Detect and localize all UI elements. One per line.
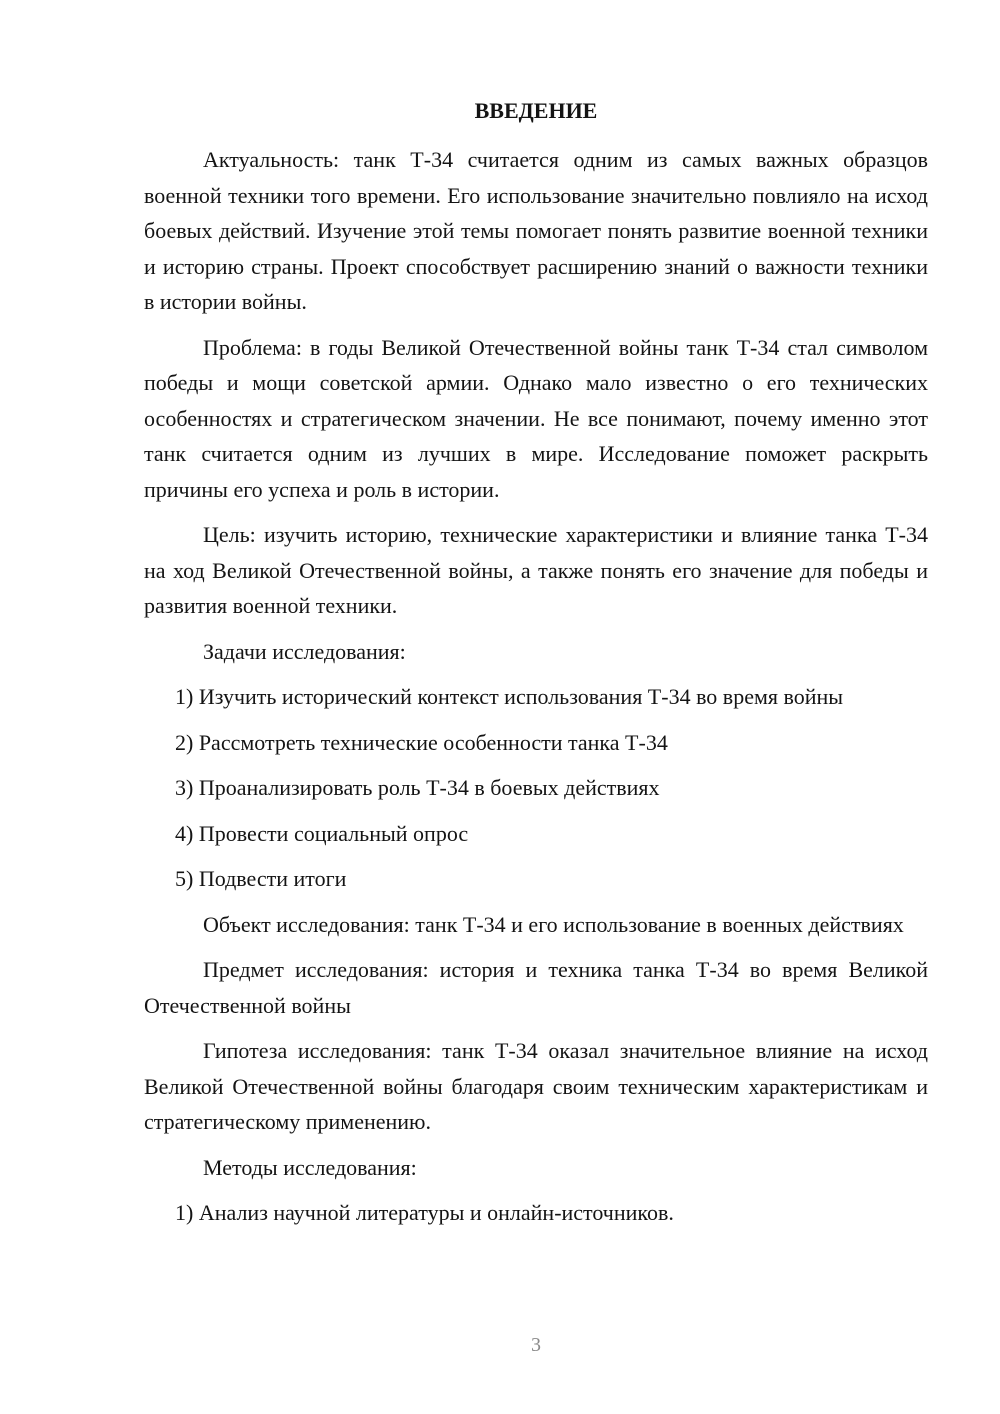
- methods-heading: Методы исследования:: [203, 1154, 417, 1180]
- subject-paragraph: Предмет исследования: история и техника танка Т-34 во время Великой Отечественной войны: [144, 957, 928, 1018]
- tasks-heading: Задачи исследования:: [203, 638, 406, 664]
- problem-paragraph: Проблема: в годы Великой Отечественной войны танк Т-34 стал символом победы и мощи советской армии. Однако мало известно о его технических особенностях и стратегическом значении. Не все понимают, почему именно этот танк считается одним из лучших в мире. Исследование поможет раскрыть причины его успеха и роль в истории.: [144, 334, 928, 502]
- hypothesis-paragraph: Гипотеза исследования: танк Т-34 оказал значительное влияние на исход Великой Отечественной войны благодаря своим техническим характеристикам и стратегическому применению.: [144, 1038, 928, 1134]
- page-title: ВВЕДЕНИЕ: [474, 98, 598, 123]
- page-number: 3: [531, 1334, 541, 1356]
- task-item-5: 5) Подвести итоги: [175, 866, 347, 891]
- object-paragraph: Объект исследования: танк Т-34 и его использование в военных действиях: [203, 911, 904, 937]
- task-item-2: 2) Рассмотреть технические особенности танка Т-34: [175, 729, 668, 755]
- task-item-4: 4) Провести социальный опрос: [175, 820, 469, 846]
- relevance-paragraph: Актуальность: танк Т-34 считается одним из самых важных образцов военной техники того времени. Его использование значительно повлияло на исход боевых действий. Изучение этой темы помогает понять развитие военной техники и историю страны. Проект способствует расширению знаний о важности техники в истории войны.: [144, 147, 928, 314]
- document-body: [144, 142, 928, 1241]
- task-item-3: 3) Проанализировать роль Т-34 в боевых действиях: [175, 775, 660, 800]
- task-item-1: 1) Изучить исторический контекст использования Т-34 во время войны: [175, 684, 844, 709]
- goal-paragraph: Цель: изучить историю, технические характеристики и влияние танка Т-34 на ход Великой Отечественной войны, а также понять его значение для победы и развития военной техники.: [144, 522, 928, 618]
- method-item-1: 1) Анализ научной литературы и онлайн-источников.: [175, 1200, 674, 1225]
